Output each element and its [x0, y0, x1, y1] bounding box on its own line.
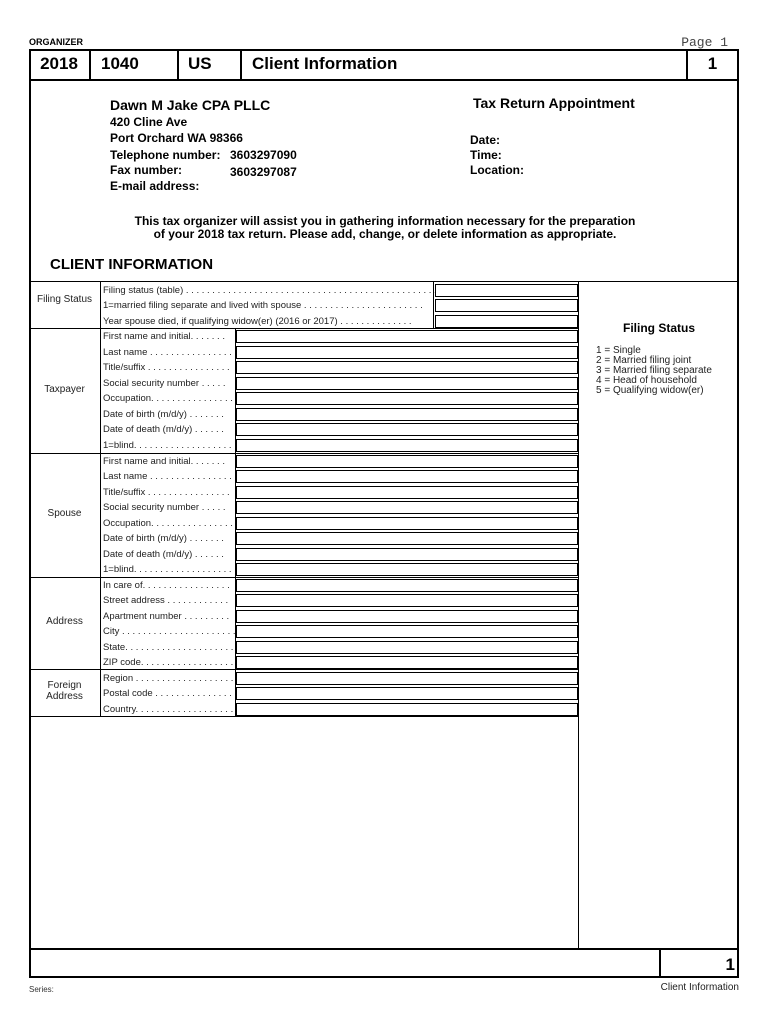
city-label: City . . . . . . . . . . . . . . . . . . . . . .	[103, 626, 236, 637]
group-label-filing-status: Filing Status	[36, 294, 93, 305]
firm-name: Dawn M Jake CPA PLLC	[110, 97, 271, 113]
street-address-label: Street address . . . . . . . . . . . .	[103, 595, 229, 606]
firm-fax: 3603297087	[230, 165, 297, 179]
lived-with-spouse-label: 1=married filing separate and lived with spouse . . . . . . . . . . . . . . . . . . . . . . .	[103, 300, 423, 311]
footer-title: Client Information	[660, 982, 739, 993]
filing-status-input[interactable]	[435, 284, 578, 297]
spouse-occupation-input[interactable]	[236, 517, 578, 530]
firm-address-1: 420 Cline Ave	[110, 115, 188, 129]
year-spouse-died-label: Year spouse died, if qualifying widow(er) (2016 or 2017) . . . . . . . . . . . . . .	[103, 316, 412, 327]
taxpayer-first-name-label: First name and initial. . . . . . .	[103, 331, 225, 342]
filing-status-option: 1 = Single	[596, 345, 641, 356]
form-number: 1040	[91, 49, 179, 79]
spouse-dob-input[interactable]	[236, 532, 578, 545]
city-input[interactable]	[236, 625, 578, 638]
page-title: Client Information	[242, 49, 688, 79]
firm-phone-label: Telephone number:	[110, 148, 221, 162]
region-label: Region . . . . . . . . . . . . . . . . . . .	[103, 673, 234, 684]
zip-code-input[interactable]	[236, 656, 578, 669]
intro-line-1: This tax organizer will assist you in gathering information necessary for the preparation	[134, 214, 636, 228]
taxpayer-dob-label: Date of birth (m/d/y) . . . . . . .	[103, 409, 224, 420]
taxpayer-blind-label: 1=blind. . . . . . . . . . . . . . . . . . .	[103, 440, 232, 451]
taxpayer-suffix-input[interactable]	[236, 361, 578, 374]
filing-status-option: 4 = Head of household	[596, 375, 697, 386]
filing-status-option: 3 = Married filing separate	[596, 365, 712, 376]
group-label-foreign-address: Foreign Address	[46, 680, 83, 702]
apartment-number-input[interactable]	[236, 610, 578, 623]
postal-code-input[interactable]	[236, 687, 578, 700]
spouse-last-name-label: Last name . . . . . . . . . . . . . . . .	[103, 471, 232, 482]
apartment-number-label: Apartment number . . . . . . . . .	[103, 611, 230, 622]
firm-email-label: E-mail address:	[110, 179, 200, 193]
section-title: CLIENT INFORMATION	[50, 256, 214, 273]
state-label: State. . . . . . . . . . . . . . . . . . . . .	[103, 642, 234, 653]
series-label: Series:	[29, 985, 54, 994]
year-spouse-died-input[interactable]	[435, 315, 578, 328]
taxpayer-first-name-input[interactable]	[236, 330, 578, 343]
postal-code-label: Postal code . . . . . . . . . . . . . . .	[103, 688, 232, 699]
filing-status-table-title: Filing Status	[623, 321, 695, 335]
country-label: Country. . . . . . . . . . . . . . . . . . .	[103, 704, 234, 715]
intro-text	[60, 215, 710, 241]
spouse-ssn-label: Social security number . . . . .	[103, 502, 226, 513]
taxpayer-last-name-input[interactable]	[236, 346, 578, 359]
taxpayer-suffix-label: Title/suffix . . . . . . . . . . . . . . . .	[103, 362, 230, 373]
appointment-location-label: Location:	[470, 163, 524, 177]
group-divider	[100, 282, 101, 716]
appointment-time-label: Time:	[470, 148, 502, 162]
taxpayer-occupation-label: Occupation. . . . . . . . . . . . . . . .	[103, 393, 233, 404]
taxpayer-occupation-input[interactable]	[236, 392, 578, 405]
spouse-suffix-label: Title/suffix . . . . . . . . . . . . . . . .	[103, 487, 230, 498]
title-bar	[29, 49, 739, 81]
year: 2018	[29, 49, 91, 79]
region-input[interactable]	[236, 672, 578, 685]
spouse-last-name-input[interactable]	[236, 470, 578, 483]
zip-code-label: ZIP code. . . . . . . . . . . . . . . . . .	[103, 657, 234, 668]
filing-status-label: Filing status (table) . . . . . . . . . . . . . . . . . . . . . . . . . . . . . . . . . . . . . . . . . . . . . . . .	[103, 285, 437, 296]
jurisdiction: US	[179, 49, 242, 79]
taxpayer-blind-input[interactable]	[236, 439, 578, 452]
page-number-bottom: 1	[725, 955, 735, 974]
filing-status-option: 2 = Married filing joint	[596, 355, 692, 366]
in-care-of-input[interactable]	[236, 579, 578, 592]
filing-label-divider	[433, 282, 434, 328]
group-label-taxpayer: Taxpayer	[44, 384, 85, 395]
taxpayer-ssn-input[interactable]	[236, 377, 578, 390]
spouse-first-name-label: First name and initial. . . . . . .	[103, 456, 225, 467]
in-care-of-label: In care of. . . . . . . . . . . . . . . . .	[103, 580, 230, 591]
lived-with-spouse-input[interactable]	[435, 299, 578, 312]
group-label-spouse: Spouse	[47, 508, 82, 519]
spouse-occupation-label: Occupation. . . . . . . . . . . . . . . .	[103, 518, 233, 529]
taxpayer-ssn-label: Social security number . . . . .	[103, 378, 226, 389]
taxpayer-last-name-label: Last name . . . . . . . . . . . . . . . .	[103, 347, 232, 358]
bottom-page-divider	[659, 948, 661, 978]
page-number-top: Page 1	[681, 35, 728, 50]
organizer-label: ORGANIZER	[29, 37, 83, 47]
spouse-dob-label: Date of birth (m/d/y) . . . . . . .	[103, 533, 224, 544]
taxpayer-dob-input[interactable]	[236, 408, 578, 421]
taxpayer-dod-input[interactable]	[236, 423, 578, 436]
street-address-input[interactable]	[236, 594, 578, 607]
right-panel-divider	[578, 282, 579, 948]
spouse-ssn-input[interactable]	[236, 501, 578, 514]
bottom-bar	[29, 948, 739, 978]
firm-fax-label: Fax number:	[110, 163, 183, 177]
intro-line-2: of your 2018 tax return. Please add, change, or delete information as appropriate.	[153, 227, 617, 241]
section-rule	[29, 281, 739, 282]
firm-phone: 3603297090	[230, 148, 297, 162]
spouse-suffix-input[interactable]	[236, 486, 578, 499]
state-input[interactable]	[236, 641, 578, 654]
filing-status-option: 5 = Qualifying widow(er)	[596, 385, 704, 396]
appointment-date-label: Date:	[470, 133, 501, 147]
firm-address-2: Port Orchard WA 98366	[110, 131, 243, 145]
spouse-first-name-input[interactable]	[236, 455, 578, 468]
appointment-title: Tax Return Appointment	[473, 95, 635, 111]
taxpayer-dod-label: Date of death (m/d/y) . . . . . .	[103, 424, 224, 435]
spouse-blind-label: 1=blind. . . . . . . . . . . . . . . . . . .	[103, 564, 232, 575]
spouse-blind-input[interactable]	[236, 563, 578, 576]
group-label-address: Address	[46, 616, 83, 627]
page-number: 1	[707, 54, 718, 73]
spouse-dod-label: Date of death (m/d/y) . . . . . .	[103, 549, 224, 560]
spouse-dod-input[interactable]	[236, 548, 578, 561]
country-input[interactable]	[236, 703, 578, 716]
